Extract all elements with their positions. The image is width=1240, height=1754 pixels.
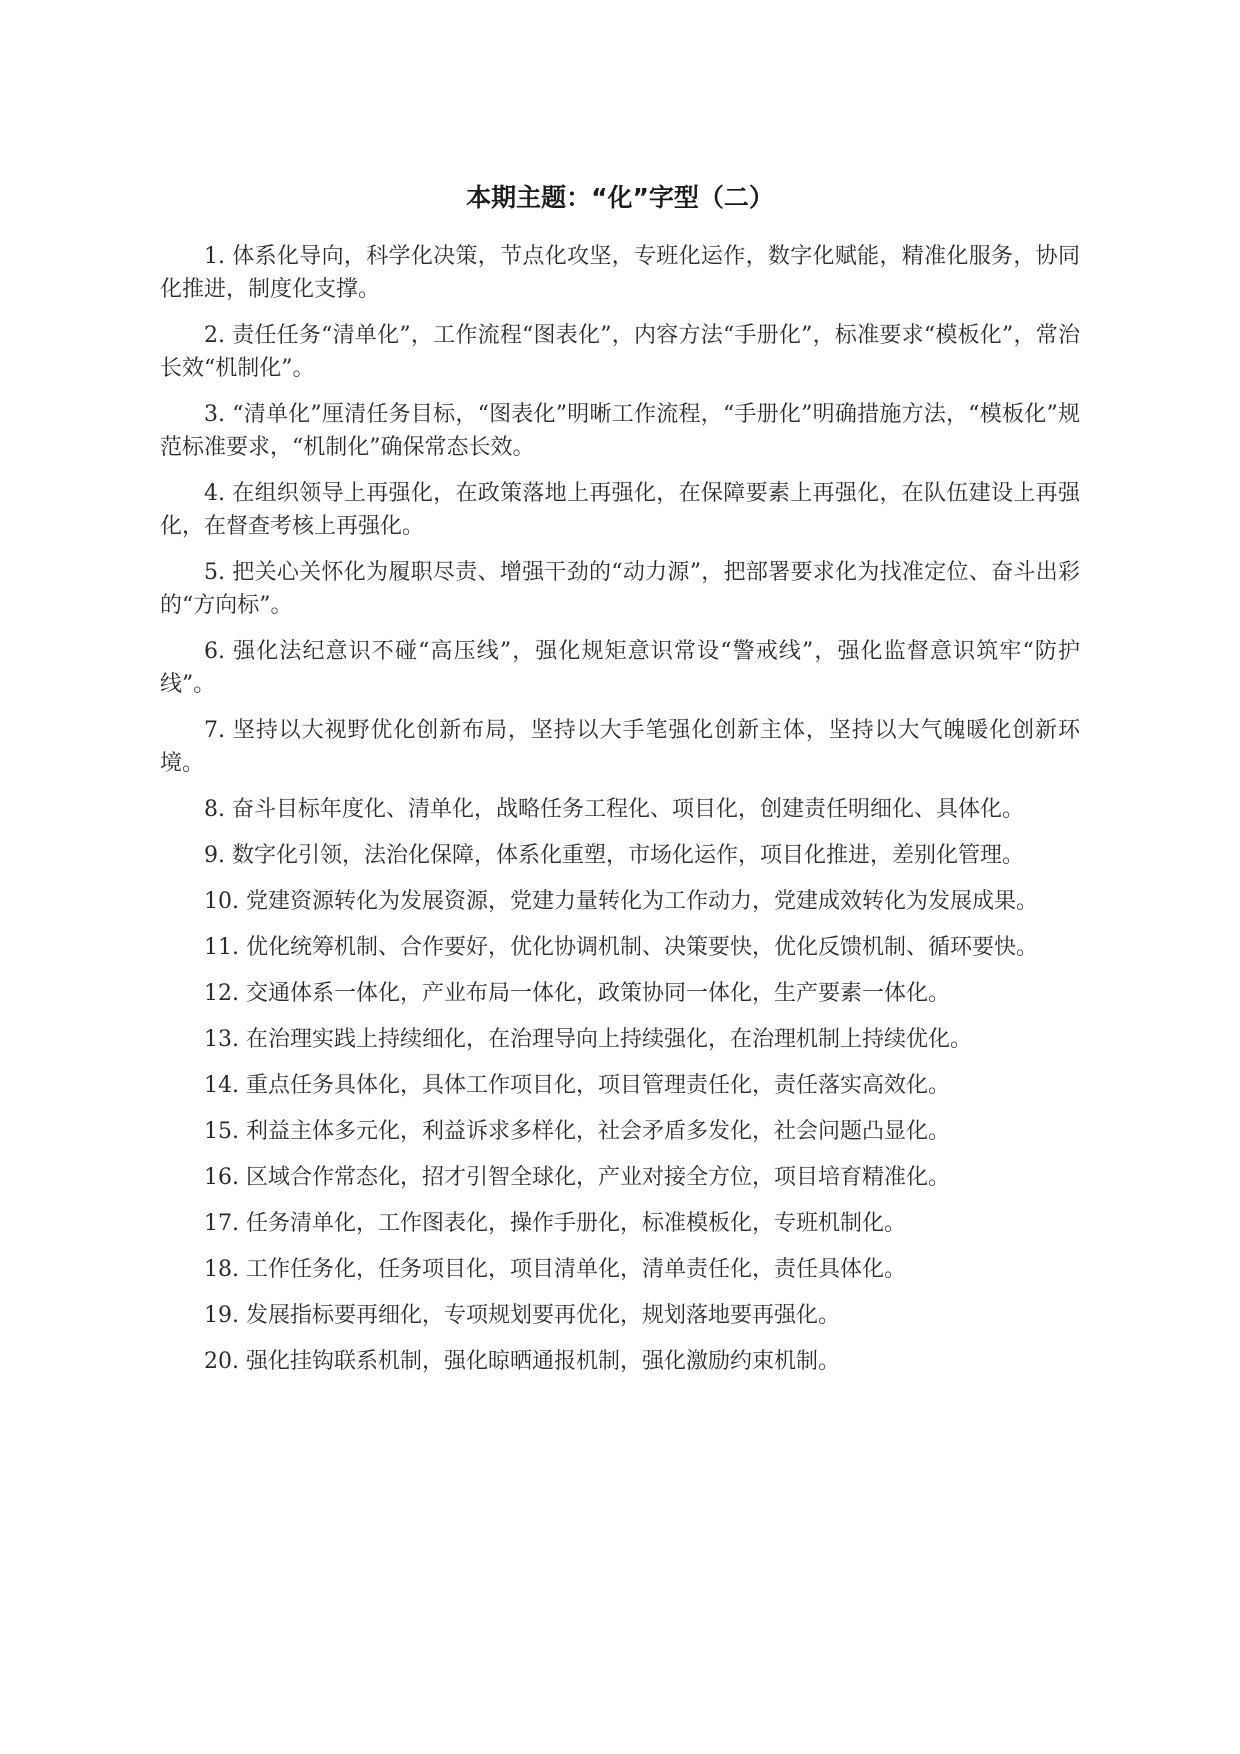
list-item: 6. 强化法纪意识不碰“高压线”，强化规矩意识常设“警戒线”，强化监督意识筑牢“防护线”。	[160, 639, 1080, 697]
list-item: 9. 数字化引领，法治化保障，体系化重塑，市场化运作，项目化推进，差别化管理。	[204, 843, 1024, 868]
list-item: 5. 把关心关怀化为履职尽责、增强干劲的“动力源”，把部署要求化为找准定位、奋斗出彩的“方向标”。	[160, 560, 1080, 618]
list-item: 7. 坚持以大视野优化创新布局，坚持以大手笔强化创新主体，坚持以大气魄暖化创新环境。	[160, 718, 1080, 776]
list-item: 1. 体系化导向，科学化决策，节点化攻坚，专班化运作，数字化赋能，精准化服务，协同化推进，制度化支撑。	[160, 244, 1080, 302]
list-item: 11. 优化统筹机制、合作要好，优化协调机制、决策要快，优化反馈机制、循环要快。	[204, 935, 1038, 960]
page-title: 本期主题：“化”字型（二）	[466, 183, 774, 212]
list-item: 2. 责任任务“清单化”，工作流程“图表化”，内容方法“手册化”，标准要求“模板化”，常治长效“机制化”。	[160, 323, 1080, 381]
list-item: 12. 交通体系一体化，产业布局一体化，政策协同一体化，生产要素一体化。	[204, 981, 950, 1006]
list-item: 8. 奋斗目标年度化、清单化，战略任务工程化、项目化，创建责任明细化、具体化。	[204, 797, 1024, 822]
list-item: 13. 在治理实践上持续细化，在治理导向上持续强化，在治理机制上持续优化。	[204, 1027, 972, 1052]
list-item: 4. 在组织领导上再强化，在政策落地上再强化，在保障要素上再强化，在队伍建设上再强化，在督查考核上再强化。	[160, 481, 1080, 539]
list-item: 17. 任务清单化，工作图表化，操作手册化，标准模板化，专班机制化。	[204, 1211, 906, 1236]
list-item: 16. 区域合作常态化，招才引智全球化，产业对接全方位，项目培育精准化。	[204, 1165, 950, 1190]
list-item: 20. 强化挂钩联系机制，强化晾晒通报机制，强化激励约束机制。	[204, 1349, 840, 1374]
list-item: 3. “清单化”厘清任务目标，“图表化”明晰工作流程，“手册化”明确措施方法，“模板化”规范标准要求，“机制化”确保常态长效。	[160, 402, 1080, 460]
list-item: 19. 发展指标要再细化，专项规划要再优化，规划落地要再强化。	[204, 1303, 840, 1328]
list-item: 18. 工作任务化，任务项目化，项目清单化，清单责任化，责任具体化。	[204, 1257, 906, 1282]
list-item: 10. 党建资源转化为发展资源，党建力量转化为工作动力，党建成效转化为发展成果。	[204, 889, 1038, 914]
list-item: 14. 重点任务具体化，具体工作项目化，项目管理责任化，责任落实高效化。	[204, 1073, 950, 1098]
list-item: 15. 利益主体多元化，利益诉求多样化，社会矛盾多发化，社会问题凸显化。	[204, 1119, 950, 1144]
item-list	[160, 240, 1080, 1391]
